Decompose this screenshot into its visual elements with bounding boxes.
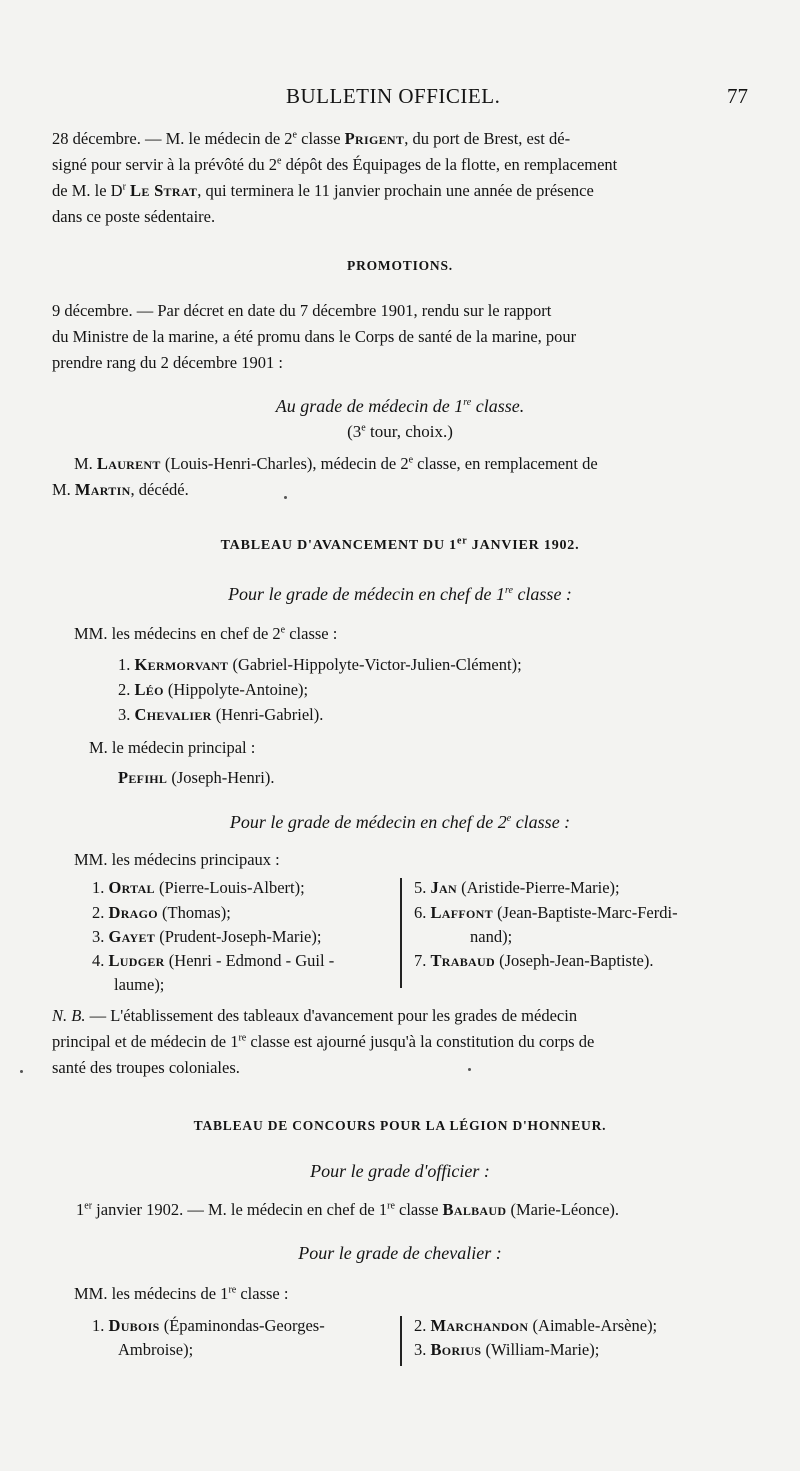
sub-heading-chef-2e: Pour le grade de médecin en chef de 2e classe : (229, 812, 571, 832)
intro-line-1: 28 décembre. — M. le médecin de 2e classe Prigent, du port de Brest, est dé- (52, 129, 571, 148)
column-divider (400, 878, 402, 988)
officier-entry: 1er janvier 1902. — M. le médecin en chef de 1re classe Balbaud (Marie-Léonce). (76, 1200, 620, 1219)
nb-line-1: N. B. — L'établissement des tableaux d'avancement pour les grades de médecin (52, 1006, 578, 1025)
list-item: 3. Chevalier (Henri-Gabriel). (118, 705, 324, 724)
list-item: 3. Borius (William-Marie); (414, 1340, 600, 1359)
appointment-paragraph (52, 451, 752, 503)
list-item: 6. Laffont (Jean-Baptiste-Marc-Ferdi- (414, 903, 678, 922)
list-item: 7. Trabaud (Joseph-Jean-Baptiste). (414, 951, 654, 970)
chevalier-heading: Pour le grade de chevalier : (298, 1243, 502, 1263)
sub-heading-chef-1re: Pour le grade de médecin en chef de 1re classe : (228, 584, 572, 604)
promotions-line-3: prendre rang du 2 décembre 1901 : (52, 353, 283, 372)
avancement-heading: TABLEAU D'AVANCEMENT DU 1er JANVIER 1902. (220, 535, 580, 553)
list-item: 1. Kermorvant (Gabriel-Hippolyte-Victor-Julien-Clément); (118, 655, 522, 674)
mm-principaux-label: MM. les médecins principaux : (74, 850, 280, 869)
list-item: 2. Léo (Hippolyte-Antoine); (118, 680, 309, 699)
intro-paragraph (52, 126, 752, 230)
page-header-title: BULLETIN OFFICIEL. (286, 84, 501, 108)
list-item: 3. Gayet (Prudent-Joseph-Marie); (92, 927, 322, 946)
nb-line-2: principal et de médecin de 1re classe est ajourné jusqu'à la constitution du corps de (52, 1032, 595, 1051)
intro-line-2: signé pour servir à la prévôté du 2e dépôt des Équipages de la flotte, en remplacement (52, 155, 618, 174)
officier-heading: Pour le grade d'officier : (310, 1161, 490, 1181)
list-item-continuation: laume); (114, 975, 165, 994)
column-divider (400, 1316, 402, 1366)
list-item: 2. Drago (Thomas); (92, 903, 231, 922)
promotions-line-1: 9 décembre. — Par décret en date du 7 décembre 1901, rendu sur le rapport (52, 301, 552, 320)
scan-speck (20, 1070, 23, 1073)
scan-speck (468, 1068, 471, 1071)
promotions-line-2: du Ministre de la marine, a été promu dans le Corps de santé de la marine, pour (52, 327, 577, 346)
list-item: 4. Ludger (Henri - Edmond - Guil - (92, 951, 335, 970)
intro-line-3: de M. le $D^r$ Le Strat, qui terminera le 11 janvier prochain une année de présence (52, 181, 594, 200)
principal-label: M. le médecin principal : (89, 738, 256, 757)
list-item-continuation: nand); (470, 927, 513, 946)
list-item-continuation: Ambroise); (118, 1340, 194, 1359)
mm-chefs-2e-label: MM. les médecins en chef de 2e classe : (74, 624, 338, 643)
legion-heading: TABLEAU DE CONCOURS POUR LA LÉGION D'HONNEUR. (193, 1118, 607, 1133)
nb-line-3: santé des troupes coloniales. (52, 1058, 240, 1077)
list-item: 1. Ortal (Pierre-Louis-Albert); (92, 878, 305, 897)
list-item: 5. Jan (Aristide-Pierre-Marie); (414, 878, 620, 897)
promotions-heading: PROMOTIONS. (347, 258, 453, 273)
mm-1re-classe-label: MM. les médecins de 1re classe : (74, 1284, 289, 1303)
appointment-line-1: M. Laurent (Louis-Henri-Charles), médecin de 2e classe, en remplacement de (74, 454, 598, 473)
scan-speck (284, 496, 287, 499)
nb-paragraph (52, 1003, 752, 1081)
intro-line-4: dans ce poste sédentaire. (52, 207, 216, 226)
tour-choice: (3e tour, choix.) (347, 422, 453, 441)
list-item: 1. Dubois (Épaminondas-Georges- (92, 1316, 325, 1335)
page-number: 77 (727, 84, 748, 108)
grade-heading: Au grade de médecin de 1re classe. (275, 396, 525, 416)
list-item: 2. Marchandon (Aimable-Arsène); (414, 1316, 658, 1335)
principal-entry: Pefihl (Joseph-Henri). (118, 768, 275, 787)
appointment-line-2: M. Martin, décédé. (52, 480, 189, 499)
promotions-paragraph (52, 298, 752, 376)
